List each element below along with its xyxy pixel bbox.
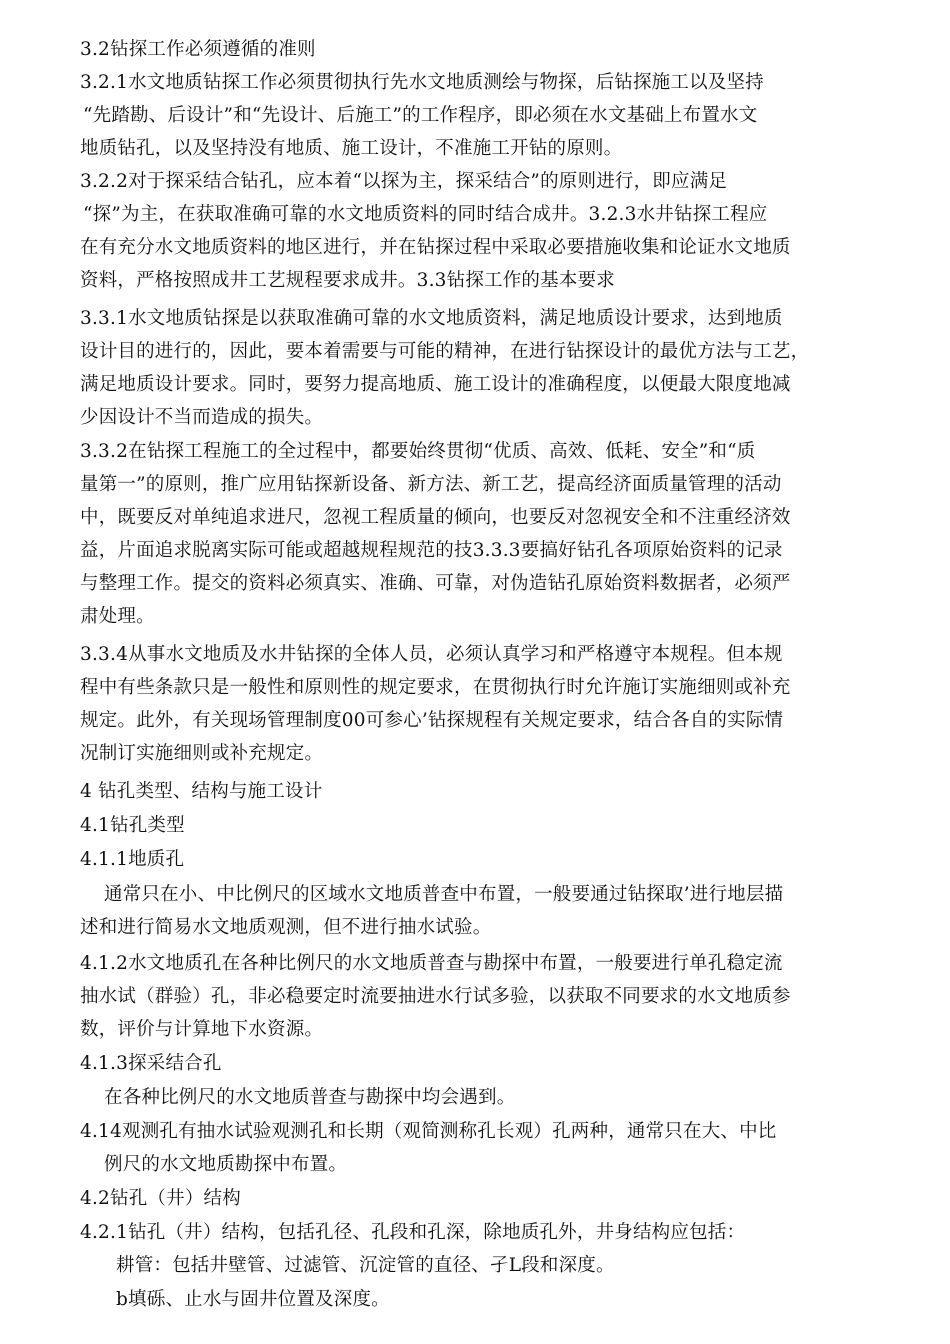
paragraph-line: 3.2.2对于探采结合钻孔，应本着“以探为主，探采结合”的原则进行，即应满足 [80,171,728,192]
paragraph-line: 肃处理。 [80,606,155,627]
paragraph-line: 例尺的水文地质勘探中布置。 [104,1154,348,1175]
paragraph-line: 4.1.2水文地质孔在各种比例尺的水文地质普查与勘探中布置，一般要进行单孔稳定流 [80,953,783,974]
paragraph-line: 规定。此外，有关现场管理制度00可参心’钻探规程有关规定要求，结合各自的实际情 [80,710,784,731]
paragraph-line: 在有充分水文地质资料的地区进行，并在钻探过程中采取必要措施收集和论证水文地质 [80,237,791,258]
paragraph-line: “探”为主，在获取准确可靠的水文地质资料的同时结合成井。3.2.3水井钻探工程应 [83,204,768,225]
paragraph-line: 益，片面追求脱离实际可能或超越规程规范的技3.3.3要搞好钻孔各项原始资料的记录 [80,540,783,561]
paragraph-line: 数，评价与计算地下水资源。 [80,1019,324,1040]
paragraph-line: 地质钻孔，以及坚持没有地质、施工设计，不准施工开钻的原则。 [80,138,623,159]
paragraph-line: 满足地质设计要求。同时，要努力提高地质、施工设计的准确程度，以便最大限度地减 [80,374,791,395]
section-heading-4-1-3: 4.1.3探采结合孔 [80,1053,222,1074]
paragraph-line: 述和进行简易水文地质观测，但不进行抽水试验。 [80,917,492,938]
section-heading-3-2: 3.2钻探工作必须遵循的准则 [80,39,316,60]
section-heading-4-1: 4.1钻孔类型 [80,815,185,836]
paragraph-line: 4.14观测孔有抽水试验观测孔和长期（观简测称孔长观）孔两种，通常只在大、中比 [80,1121,777,1142]
paragraph-line: 中，既要反对单纯追求进尺，忽视工程质量的倾向，也要反对忽视安全和不注重经济效 [80,507,791,528]
section-heading-4-2: 4.2钻孔（井）结构 [80,1188,241,1209]
paragraph-line: 况制订实施细则或补充规定。 [80,743,324,764]
paragraph-line: 通常只在小、中比例尺的区域水文地质普查中布置，一般要通过钻探取’进行地层描 [104,884,784,905]
paragraph-line: 资料，严格按照成井工艺规程要求成井。3.3钻探工作的基本要求 [80,270,615,291]
paragraph-line: 3.3.1水文地质钻探是以获取准确可靠的水文地质资料，满足地质设计要求，达到地质 [80,308,783,329]
paragraph-line: 程中有些条款只是一般性和原则性的规定要求，在贯彻执行时允许施订实施细则或补充 [80,677,791,698]
paragraph-line: 设计目的进行的，因此，要本着需要与可能的精神，在进行钻探设计的最优方法与工艺， [80,341,810,362]
list-item: 耕管：包括井壁管、过滤管、沉淀管的直径、孑L段和深度。 [116,1255,615,1276]
paragraph-line: 与整理工作。提交的资料必须真实、准确、可靠，对伪造钻孔原始资料数据者，必须严 [80,573,791,594]
paragraph-line: 少因设计不当而造成的损失。 [80,407,324,428]
paragraph-line: 在各种比例尺的水文地质普查与勘探中均会遇到。 [104,1087,516,1108]
section-heading-4-1-1: 4.1.1地质孔 [80,849,185,870]
paragraph-line: 4.2.1钻孔（井）结构，包括孔径、孔段和孔深，除地质孔外，井身结构应包括： [80,1222,746,1243]
paragraph-line: 抽水试（群验）孔，非必稳要定时流要抽进水行试多验，以获取不同要求的水文地质参 [80,986,791,1007]
paragraph-line: 3.3.4从事水文地质及水井钻探的全体人员，必须认真学习和严格遵守本规程。但本规 [80,644,783,665]
section-heading-4: 4 钻孔类型、结构与施工设计 [80,781,323,802]
paragraph-line: 3.3.2在钻探工程施工的全过程中，都要始终贯彻“优质、高效、低耗、安全”和“质 [80,441,756,462]
paragraph-line: 3.2.1水文地质钻探工作必须贯彻执行先水文地质测绘与物探，后钻探施工以及坚持 [80,72,764,93]
paragraph-line: 量第一”的原则，推广应用钻探新设备、新方法、新工艺，提高经济面质量管理的活动 [80,474,782,495]
paragraph-line: “先踏勘、后设计”和“先设计、后施工”的工作程序，即必须在水文基础上布置水文 [83,105,758,126]
list-item: b填砾、止水与固井位置及深度。 [116,1289,390,1310]
